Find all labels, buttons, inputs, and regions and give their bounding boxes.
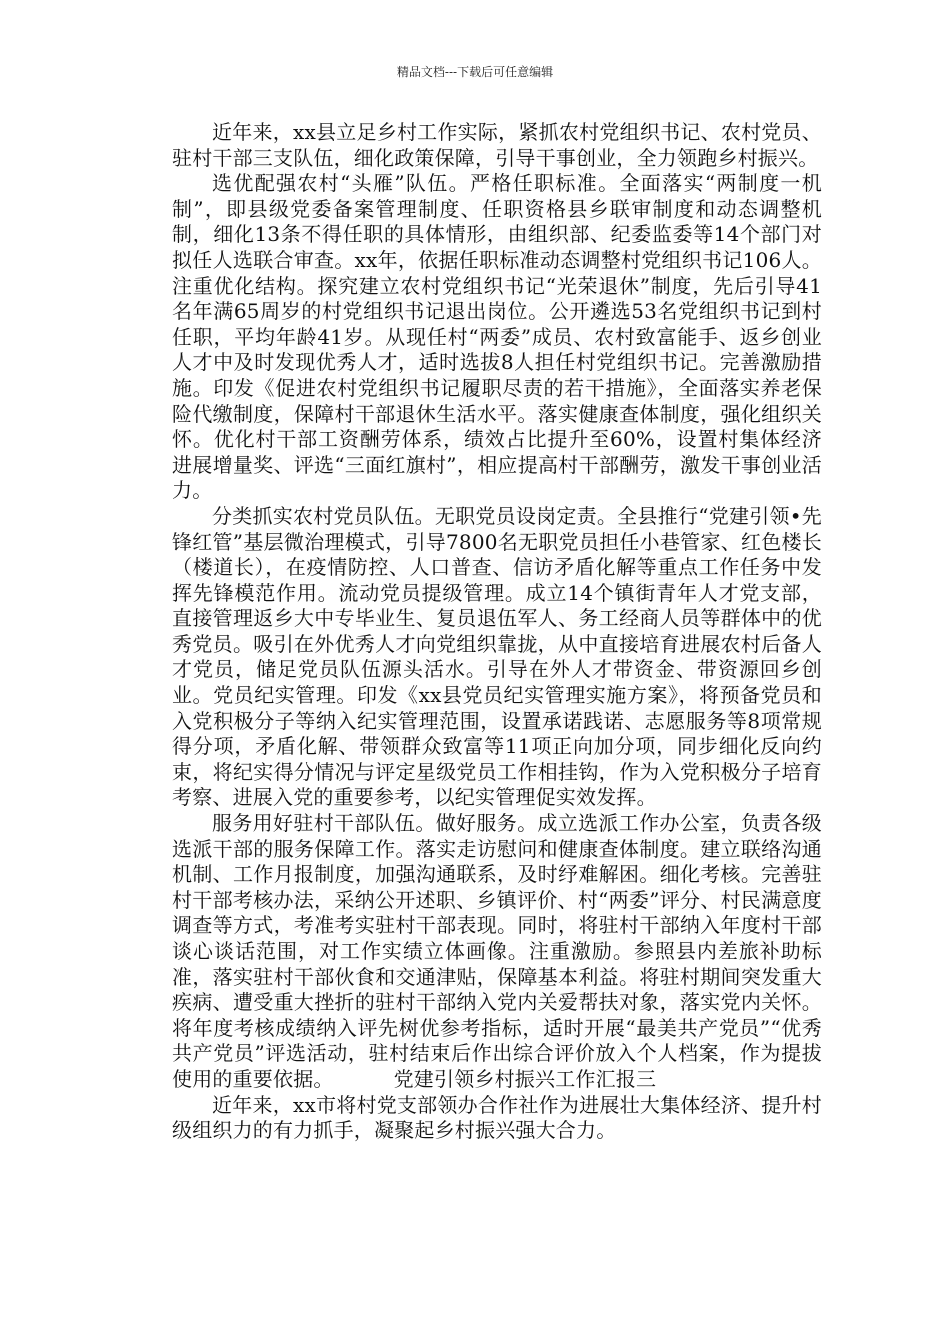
- paragraph-text: 近年来，xx市将村党支部领办合作社作为进展壮大集体经济、提升村级组织力的有力抓手，凝聚起乡村振兴强大合力。: [172, 1092, 822, 1143]
- paragraph-text: 选优配强农村“头雁”队伍。严格任职标准。全面落实“两制度一机制”，即县级党委备案管理制度、任职资格县乡联审制度和动态调整机制，细化13条不得任职的具体情形，由组织部、纪委监委等14个部门对拟任人选联合审查。xx年，依据任职标准动态调整村党组织书记106人。注重优化结构。探究建立农村党组织书记“光荣退休”制度，先后引导41名年满65周岁的村党组织书记退出岗位。公开遴选53名党组织书记到村任职，平均年龄41岁。从现任村“两委”成员、农村致富能手、返乡创业人才中及时发现优秀人才，适时选拔8人担任村党组织书记。完善激励措施。印发《促进农村党组织书记履职尽责的若干措施》，全面落实养老保险代缴制度，保障村干部退休生活水平。落实健康查体制度，强化组织关怀。优化村干部工资酬劳体系，绩效占比提升至60%，设置村集体经济进展增量奖、评选“三面红旗村”，相应提高村干部酬劳，激发干事创业活力。: [172, 171, 822, 503]
- paragraph-party-members: [172, 504, 822, 811]
- section-heading: 党建引领乡村振兴工作汇报三: [393, 1066, 657, 1091]
- paragraph-text: 服务用好驻村干部队伍。做好服务。成立选派工作办公室，负责各级选派干部的服务保障工作。落实走访慰问和健康查体制度。建立联络沟通机制、工作月报制度，加强沟通联系，及时纾难解困。细化考核。完善驻村干部考核办法，采纳公开述职、乡镇评价、村“两委”评分、村民满意度调查等方式，考准考实驻村干部表现。同时，将驻村干部纳入年度村干部谈心谈话范围，对工作实绩立体画像。注重激励。参照县内差旅补助标准，落实驻村干部伙食和交通津贴，保障基本利益。将驻村期间突发重大疾病、遭受重大挫折的驻村干部纳入党内关爱帮扶对象，落实党内关怀。将年度考核成绩纳入评先树优参考指标，适时开展“最美共产党员”“优秀共产党员”评选活动，驻村结束后作出综合评价放入个人档案，作为提拔使用的重要依据。: [172, 811, 822, 1091]
- paragraph-leaders: [172, 171, 822, 504]
- page-header: 精品文档---下载后可任意编辑: [396, 65, 554, 79]
- paragraph-cooperative: [172, 1093, 822, 1144]
- paragraph-text: 分类抓实农村党员队伍。无职党员设岗定责。全县推行“党建引领•先锋红管”基层微治理模式，引导7800名无职党员担任小巷管家、红色楼长（楼道长），在疫情防控、人口普查、信访矛盾化解等重点工作任务中发挥先锋模范作用。流动党员提级管理。成立14个镇街青年人才党支部，直接管理返乡大中专毕业生、复员退伍军人、务工经商人员等群体中的优秀党员。吸引在外优秀人才向党组织靠拢，从中直接培育进展农村后备人才党员，储足党员队伍源头活水。引导在外人才带资金、带资源回乡创业。党员纪实管理。印发《xx县党员纪实管理实施方案》，将预备党员和入党积极分子等纳入纪实管理范围，设置承诺践诺、志愿服务等8项常规得分项，矛盾化解、带领群众致富等11项正向加分项，同步细化反向约束，将纪实得分情况与评定星级党员工作相挂钩，作为入党积极分子培育考察、进展入党的重要参考，以纪实管理促实效发挥。: [172, 503, 822, 810]
- paragraph-intro: [172, 120, 822, 171]
- paragraph-text: 近年来，xx县立足乡村工作实际，紧抓农村党组织书记、农村党员、驻村干部三支队伍，细化政策保障，引导干事创业，全力领跑乡村振兴。: [172, 120, 822, 170]
- document-body: [172, 120, 822, 1144]
- paragraph-village-cadres: [172, 811, 822, 1093]
